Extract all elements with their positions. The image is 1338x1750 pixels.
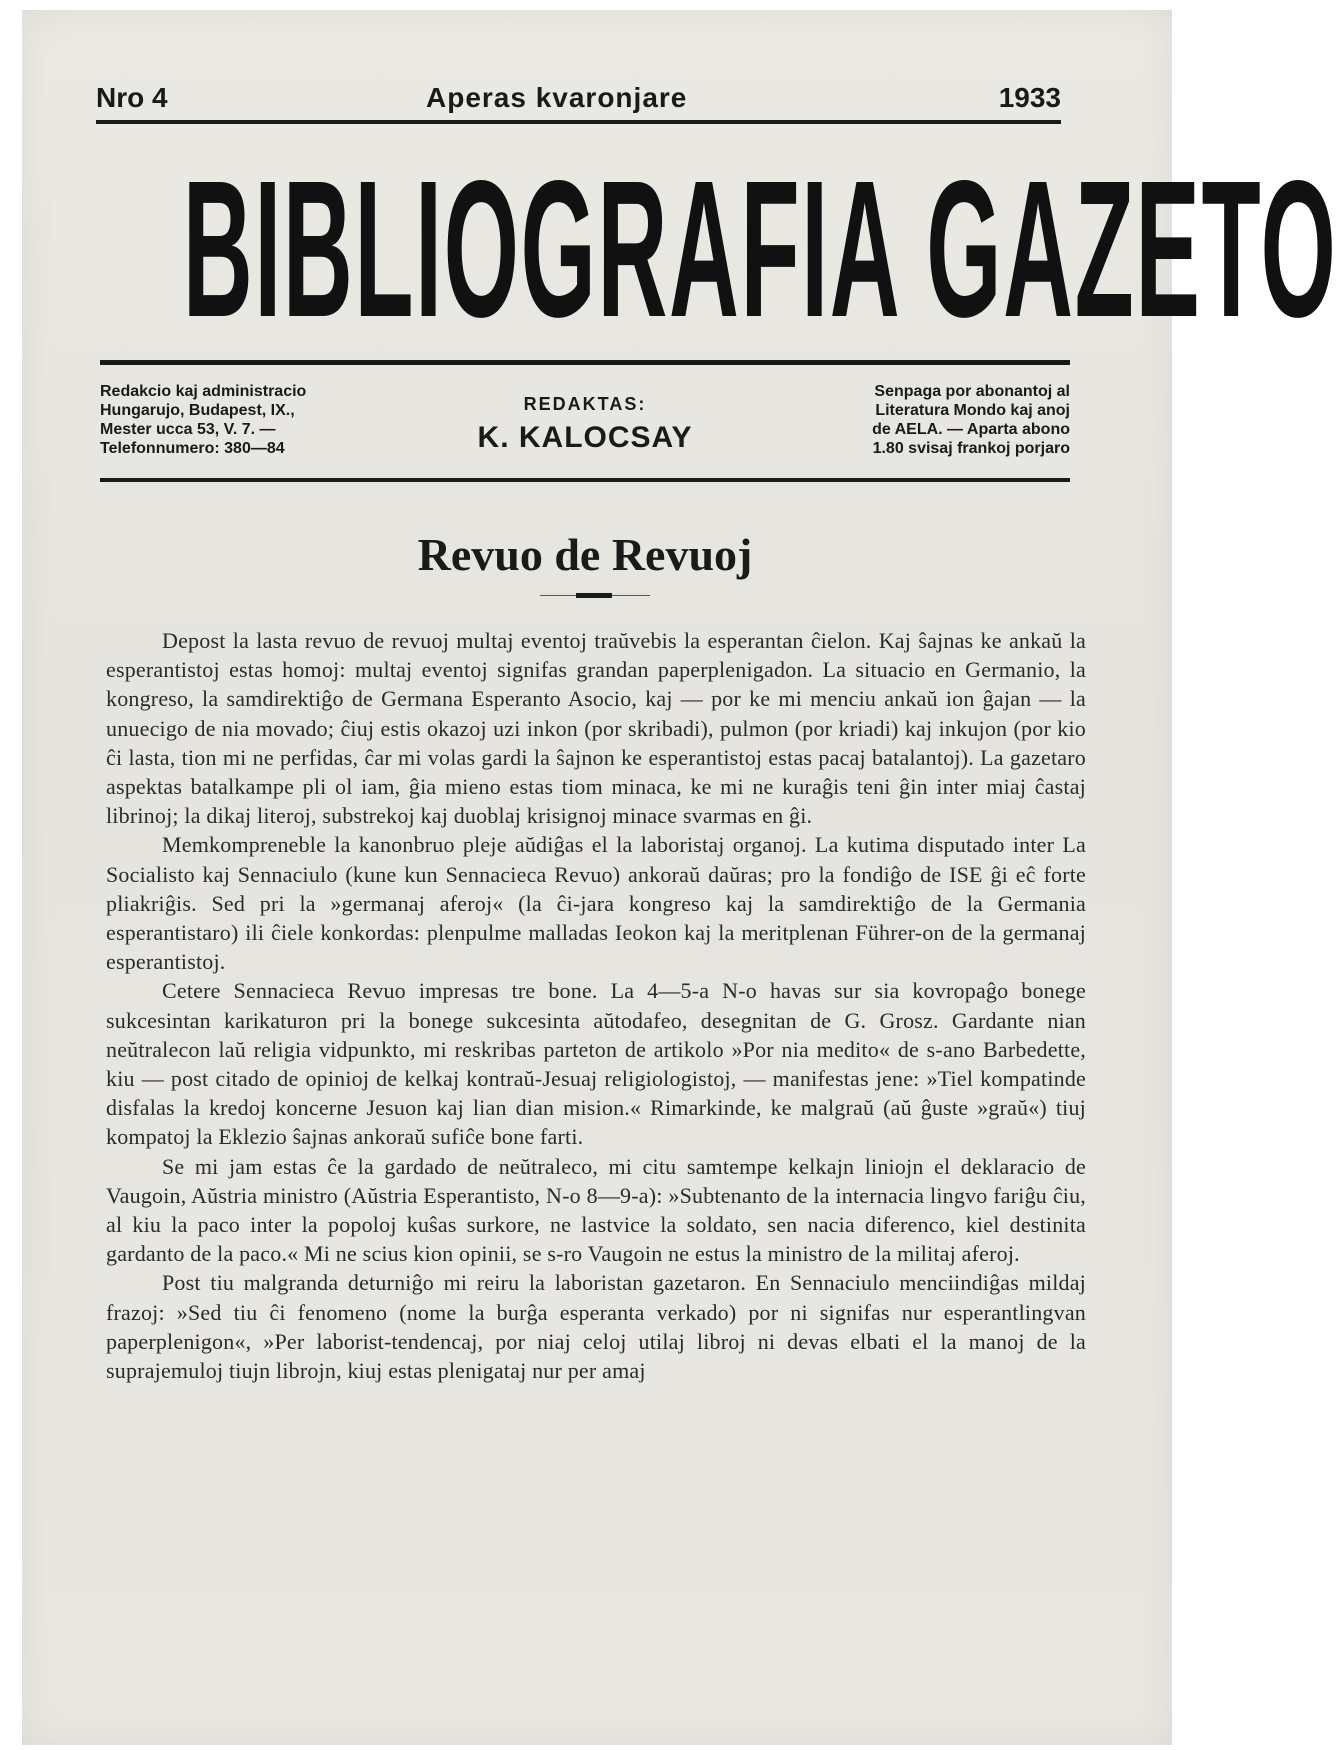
masthead-divider xyxy=(100,360,1070,365)
article-body xyxy=(106,626,1086,1385)
article-paragraph: Post tiu malgranda deturniĝo mi reiru la laboristan gazetaron. En Sennaciulo menciindiĝas mildaj frazoj: »Sed tiu ĉi fenomeno (nome la burĝa esperanta verkado) por ni signifas nur esperantlingvan paperplenigon«, »Per laborist-tendencaj, por niaj celoj utilaj libroj ni devas elbati el la manoj de la suprajemuloj tiujn librojn, kiuj estas plenigataj nur per amaj xyxy=(106,1270,1086,1384)
article-paragraph: Cetere Sennacieca Revuo impresas tre bone. La 4—5-a N-o havas sur sia kovropaĝo bonege sukcesintan karikaturon pri la bonege sukcesinta aŭtodafeo, desegnitan de G. Grosz. Gardante nian neŭtralecon laŭ religia vidpunkto, mi reskribas parteton de artikolo »Por nia medito« de s-ano Barbedette, kiu — post citado de opinioj de kelkaj kontraŭ-Jesuaj religiologistoj, — manifestas jene: »Tiel kompatinde disfalas la kredoj koncerne Jesuon kaj lian dian mision.« Rimarkinde, ke malgraŭ (aŭ ĝuste »graŭ«) tiuj kompatoj la Eklezio ŝajnas ankoraŭ sufiĉe bone farti. xyxy=(106,978,1086,1150)
masthead-title: BIBLIOGRAFIA GAZETO xyxy=(182,141,1338,359)
publication-year: 1933 xyxy=(998,82,1061,113)
editor-name: K. KALOCSAY xyxy=(477,421,693,454)
article-paragraph: Se mi jam estas ĉe la gardado de neŭtraleco, mi citu samtempe kelkajn liniojn el deklaracio de Vaugoin, Aŭstria ministro (Aŭstria Esperantisto, N-o 8—9-a): »Subtenanto de la internacia lingvo fariĝu ĉiu, al kiu la paco inter la popoloj kuŝas surkore, ne lastvice la soldato, sen nacia diferenco, kiel destinita gardanto de la paco.« Mi ne scius kion opinii, se s-ro Vaugoin ne estus la ministro de la militaj aferoj. xyxy=(106,1153,1086,1267)
article-paragraph: Depost la lasta revuo de revuoj multaj eventoj traŭvebis la esperantan ĉielon. Kaj ŝajnas ke ankaŭ la esperantistoj estas homoj: multaj eventoj signifas grandan paperplenigadon. La situacio en Germanio, la kongreso, la samdirektiĝo de Germana Esperanto Asocio, kaj — por ke mi menciu ankaŭ ion ĝajan — la unuecigo de nia movado; ĉiuj estis okazoj uzi inkon (por skribadi), pulmon (por kriadi) kaj inkujon (por kio ĉi lasta, tion mi ne perfidas, ĉar mi volas gardi la ŝajnon ke esperantistoj estas pacaj batalantoj). La gazetaro aspektas batalkampe pli ol iam, ĝia mieno estas tiom minaca, ke mi ne kuraĝis teni ĝin inter miaj ĉastaj librinoj; la dikaj literoj, substrekoj kaj duoblaj krisignoj minace svarmas en ĝi. xyxy=(106,628,1086,829)
article-paragraph: Memkompreneble la kanonbruo pleje aŭdiĝas el la laboristaj organoj. La kutima disputado inter La Socialisto kaj Sennaciulo (kune kun Sennacieca Revuo) ankoraŭ daŭras; pro la fondiĝo de ISE ĝi eĉ forte pliakriĝis. Sed pri la »germanaj aferoj« (la ĉi-jara kongreso kaj la samdirektiĝo de la Germania esperantistaro) ili ĉiele konkordas: plenpulme malladas Ieokon kaj la meritplenan Führer-on de la germanaj esperantistoj. xyxy=(106,832,1086,975)
publication-frequency: Aperas kvaronjare xyxy=(426,82,688,113)
title-ornament xyxy=(576,593,612,598)
editor-block xyxy=(420,378,750,455)
info-box xyxy=(100,378,1070,468)
info-divider xyxy=(100,478,1070,482)
subscription-info: Senpaga por abonantoj al Literatura Mondo kaj anoj de AELA. — Aparta abono 1.80 svisaj frankoj porjaro xyxy=(872,383,1070,457)
editor-label: REDAKTAS: xyxy=(523,394,647,414)
issue-number: Nro 4 xyxy=(96,82,168,113)
administration-address: Redakcio kaj administracio Hungarujo, Budapest, IX., Mester ucca 53, V. 7. — Telefonnumero: 380—84 xyxy=(100,383,307,457)
article-title: Revuo de Revuoj xyxy=(417,529,753,580)
